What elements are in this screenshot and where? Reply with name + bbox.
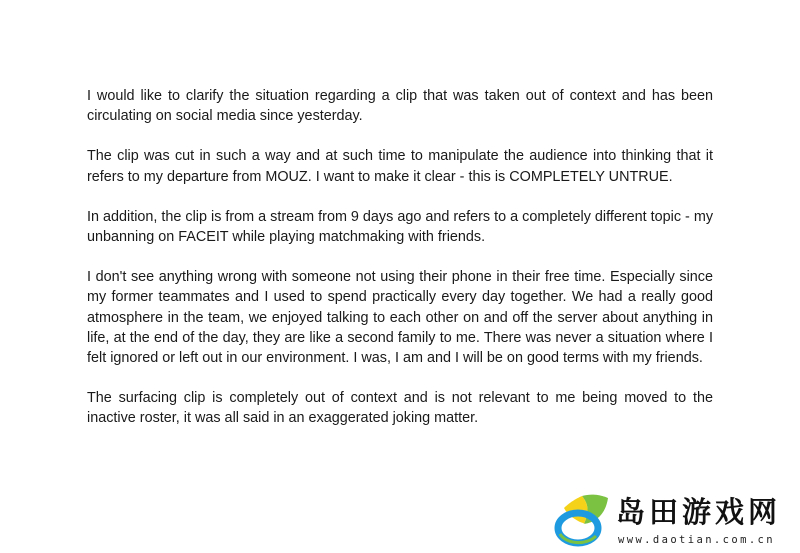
leaf-swirl-logo-icon (552, 490, 610, 548)
watermark-title: 岛田游戏网 (616, 495, 782, 529)
paragraph-teammates: I don't see anything wrong with someone not using their phone in their free time. Especially since my former teammates and I used to spend practically every day together. We had a really good atmosphere in the team, we enjoyed talking to each other on and off the server about anything in life, at the end of the day, they are like a second family to me. There was never a situation where I felt ignored or left out in our environment. I was, I am and I will be on good terms with my friends. (87, 269, 713, 367)
paragraph-clarification: I would like to clarify the situation regarding a clip that was taken out of context and has been circulating on social media since yesterday. (87, 88, 713, 125)
watermark-url: www.daotian.com.cn (618, 534, 775, 546)
paragraph-clip-context: The clip was cut in such a way and at such time to manipulate the audience into thinking that it refers to my departure from MOUZ. I want to make it clear - this is COMPLETELY UNTRUE. (87, 148, 713, 185)
paragraph-conclusion: The surfacing clip is completely out of context and is not relevant to me being moved to the inactive roster, it was all said in an exaggerated joking matter. (87, 390, 713, 427)
statement-text (87, 86, 713, 429)
paragraph-faceit: In addition, the clip is from a stream from 9 days ago and refers to a completely different topic - my unbanning on FACEIT while playing matchmaking with friends. (87, 208, 714, 246)
site-watermark (552, 490, 792, 548)
